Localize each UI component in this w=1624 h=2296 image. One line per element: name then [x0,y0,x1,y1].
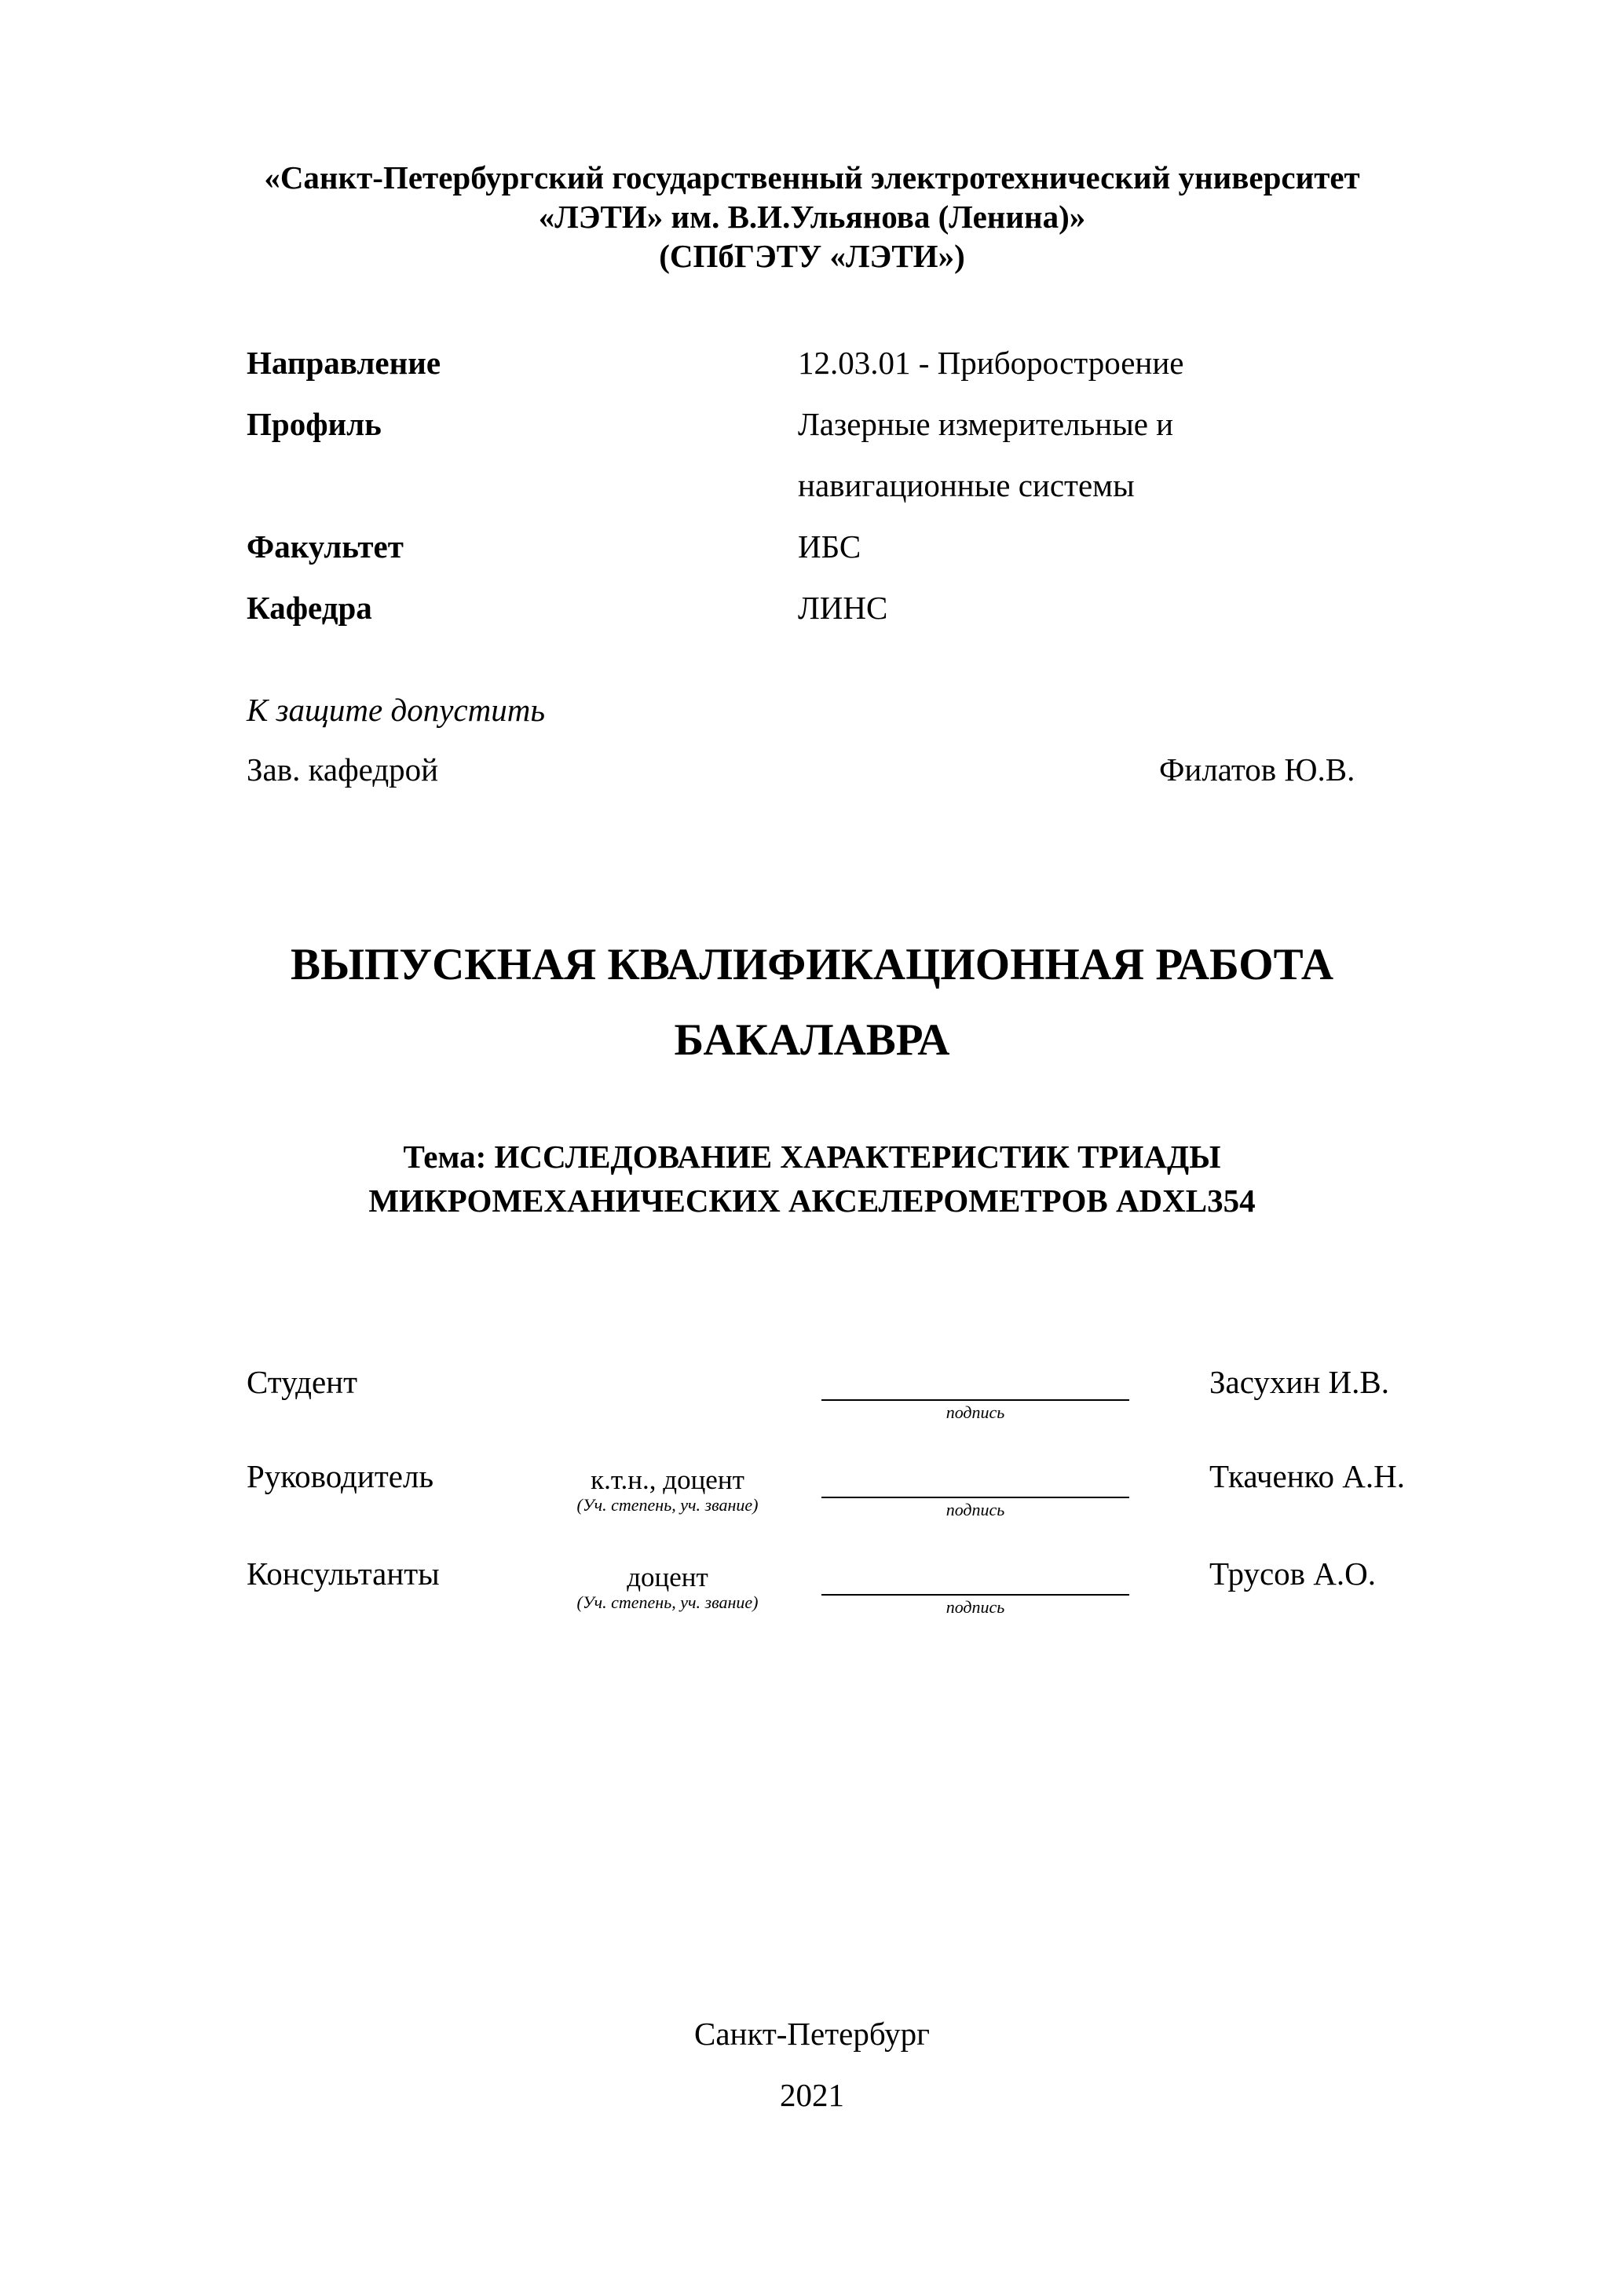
document-title-line1: ВЫПУСКНАЯ КВАЛИФИКАЦИОННАЯ РАБОТА [290,940,1333,989]
head-of-department-label: Зав. кафедрой [247,751,439,788]
supervisor-degree: к.т.н., доцент [591,1464,744,1495]
direction-label: Направление [247,345,441,381]
topic-line1: Тема: ИССЛЕДОВАНИЕ ХАРАКТЕРИСТИК ТРИАДЫ [403,1139,1221,1175]
document-title-line2: БАКАЛАВРА [674,1015,950,1065]
consultant-signature-line [821,1594,1129,1596]
footer-city: Санкт-Петербург [694,2016,930,2052]
footer-year: 2021 [780,2077,844,2113]
supervisor-signature-line [821,1497,1129,1498]
student-name: Засухин И.В. [1209,1364,1389,1400]
consultant-signature-caption: подпись [946,1597,1005,1617]
supervisor-name: Ткаченко А.Н. [1209,1458,1405,1494]
profile-value-line2: навигационные системы [798,467,1135,503]
supervisor-degree-caption: (Уч. степень, уч. звание) [576,1495,759,1515]
supervisor-signature-caption: подпись [946,1500,1005,1519]
supervisor-role: Руководитель [247,1458,434,1494]
university-name-line2: «ЛЭТИ» им. В.И.Ульянова (Ленина)» [538,199,1086,235]
consultant-role: Консультанты [247,1556,440,1592]
consultant-name: Трусов А.О. [1209,1556,1376,1592]
profile-label: Профиль [247,406,382,442]
university-name-line1: «Санкт-Петербургский государственный электротехнический университет [264,159,1360,196]
head-of-department-name: Филатов Ю.В. [1159,751,1355,788]
direction-value: 12.03.01 - Приборостроение [798,345,1184,381]
faculty-label: Факультет [247,528,404,565]
faculty-value: ИБС [798,528,861,565]
profile-value-line1: Лазерные измерительные и [798,406,1174,442]
department-value: ЛИНС [798,590,888,626]
student-signature-caption: подпись [946,1402,1005,1422]
consultant-degree: доцент [627,1562,708,1592]
admit-to-defense: К защите допустить [247,692,545,728]
student-role: Студент [247,1364,358,1400]
university-abbreviation: (СПбГЭТУ «ЛЭТИ») [659,238,965,274]
consultant-degree-caption: (Уч. степень, уч. звание) [576,1592,759,1612]
student-signature-line [821,1399,1129,1401]
department-label: Кафедра [247,590,372,626]
topic-line2: МИКРОМЕХАНИЧЕСКИХ АКСЕЛЕРОМЕТРОВ ADXL354 [368,1183,1256,1219]
